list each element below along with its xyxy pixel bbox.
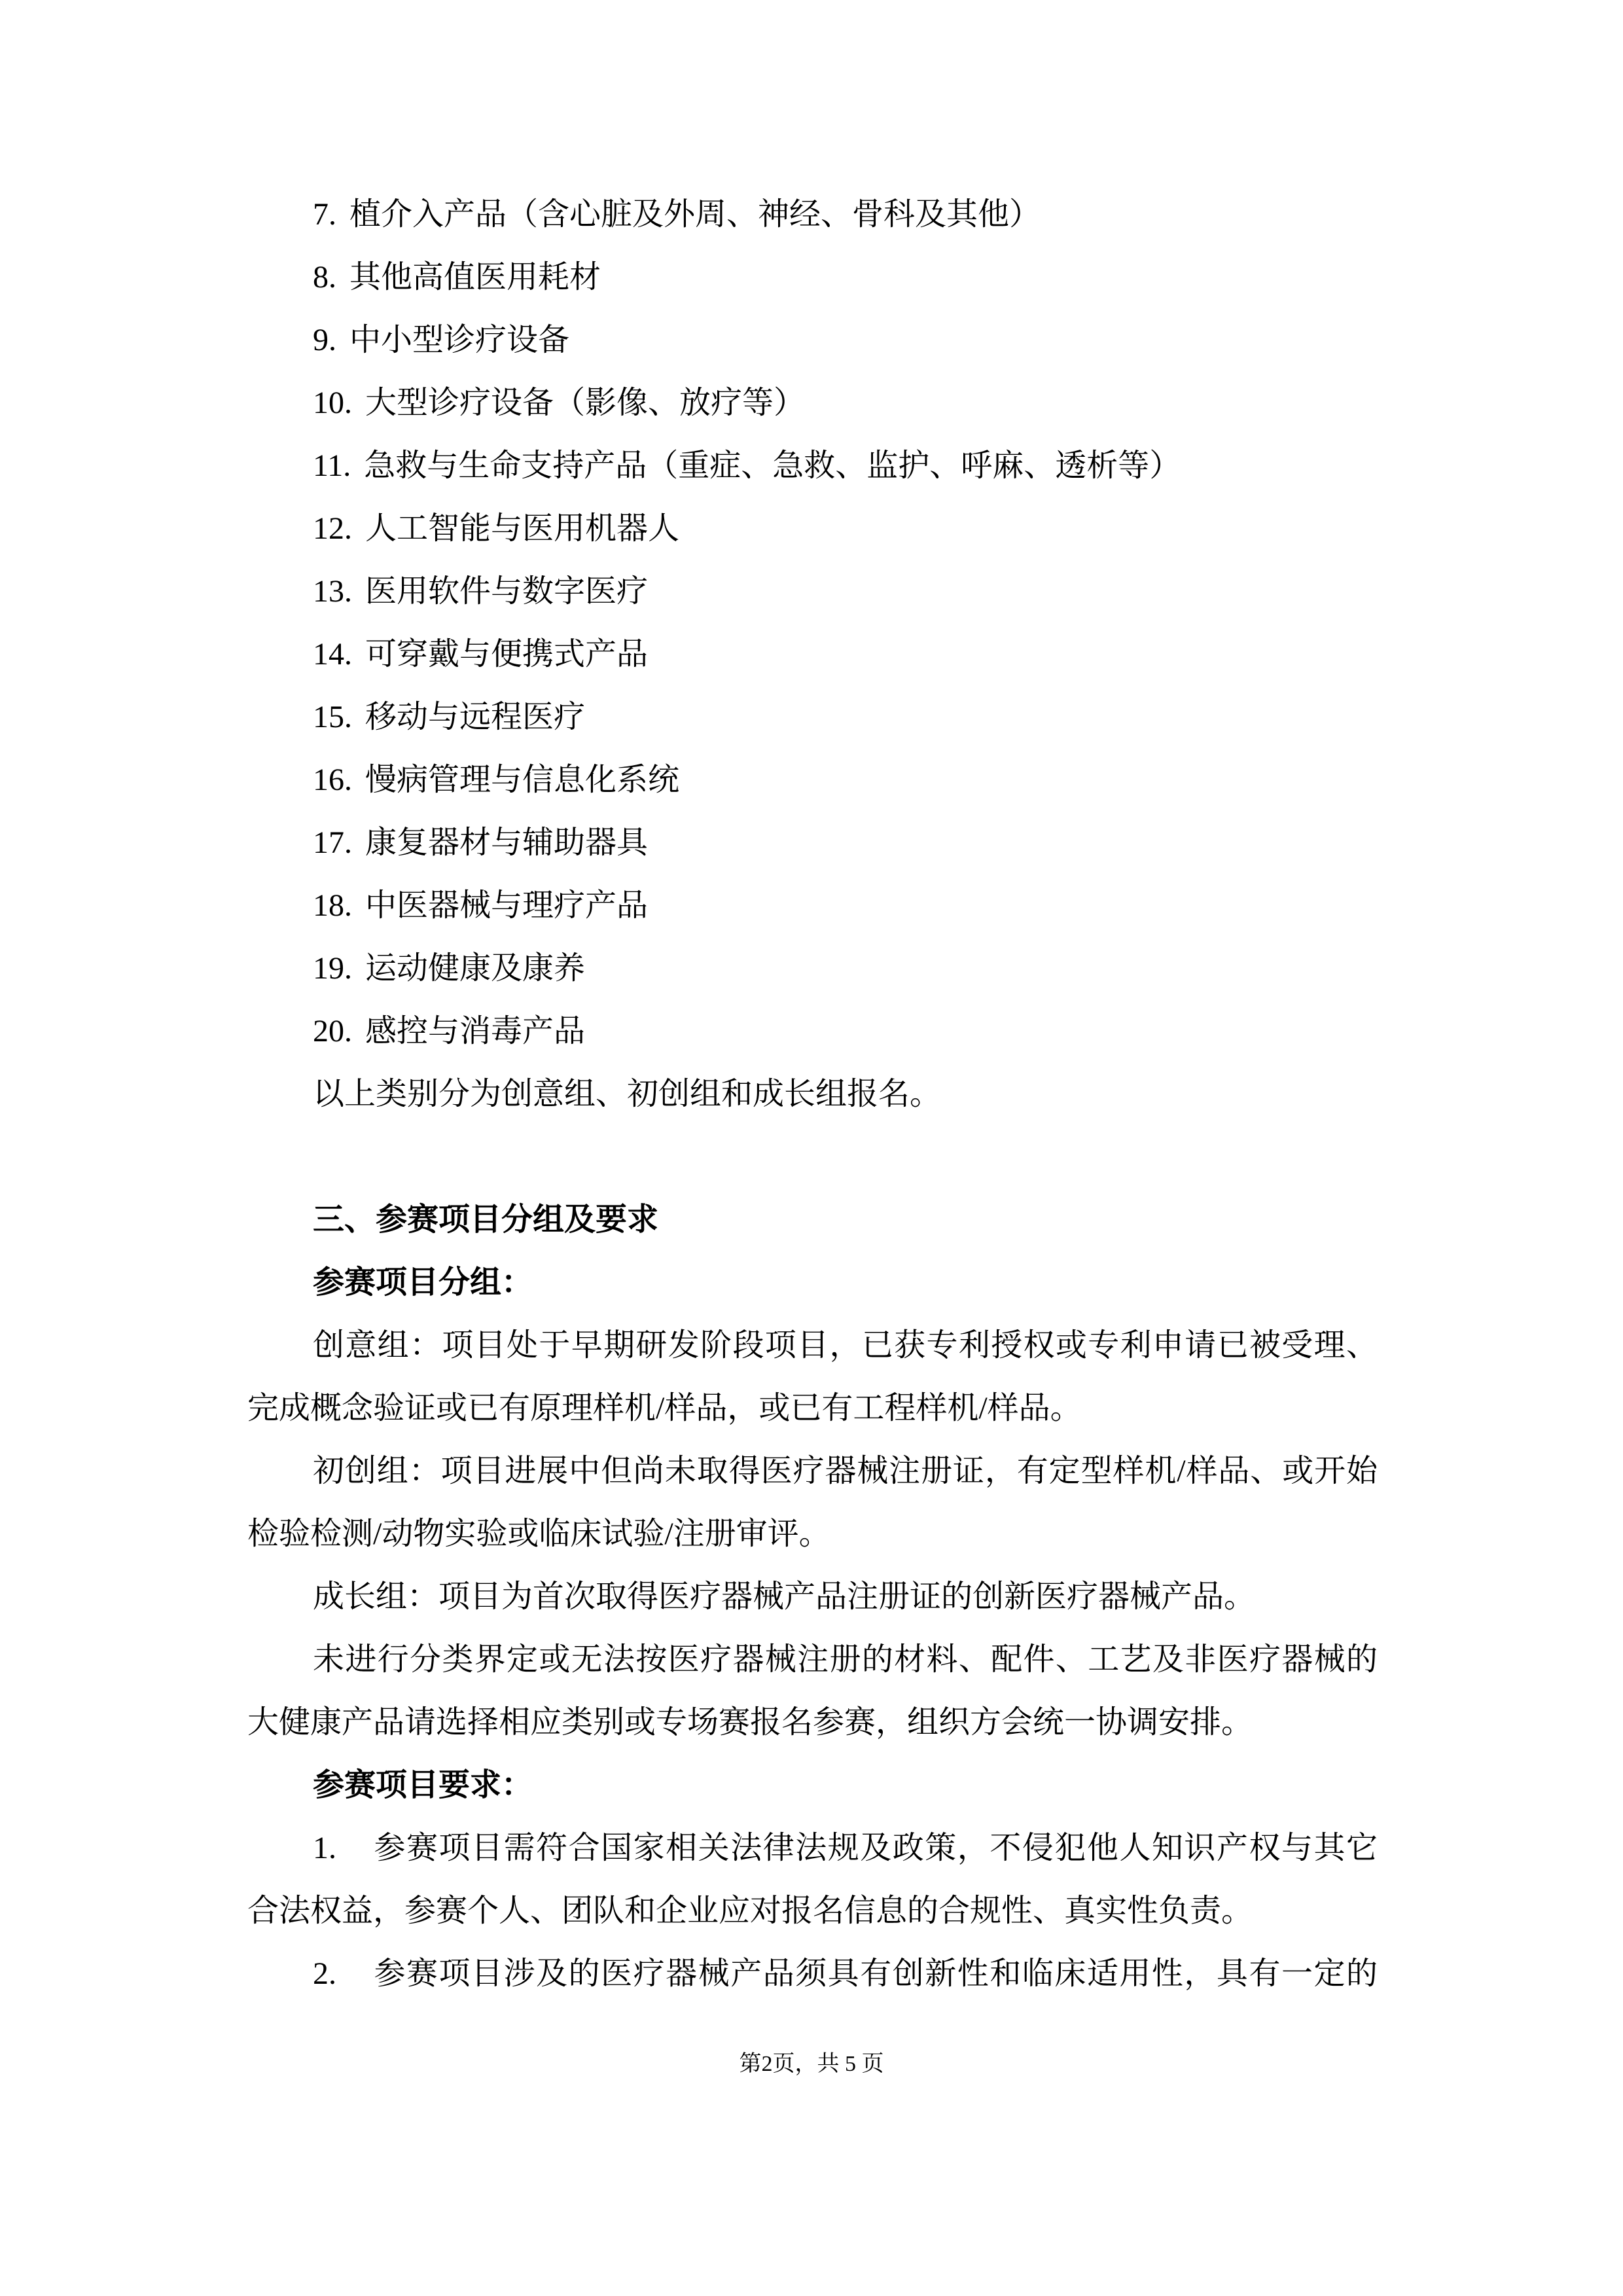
- category-item: [247, 623, 1378, 686]
- requirement-item-1-line1: [247, 1817, 1378, 1880]
- category-number: 14.: [313, 637, 352, 672]
- requirements-heading: 参赛项目要求：: [313, 1768, 533, 1803]
- category-number: 12.: [313, 511, 352, 546]
- category-text: 医用软件与数字医疗: [365, 574, 649, 609]
- category-number: 18.: [313, 888, 352, 923]
- requirement-number: 2.: [313, 1956, 336, 1991]
- categories-note: 以上类别分为创意组、初创组和成长组报名。: [313, 1077, 942, 1111]
- category-text: 可穿戴与便携式产品: [365, 637, 649, 672]
- category-number: 11.: [313, 448, 351, 483]
- category-text: 急救与生命支持产品（重症、急救、监护、呼麻、透析等）: [364, 448, 1181, 483]
- category-number: 8.: [313, 260, 336, 295]
- category-item: [247, 309, 1378, 372]
- category-text: 慢病管理与信息化系统: [365, 762, 680, 797]
- grouping-heading: 参赛项目分组：: [313, 1265, 533, 1300]
- category-item: [247, 686, 1378, 749]
- category-number: 15.: [313, 700, 352, 734]
- requirement-number: 1.: [313, 1831, 336, 1865]
- section-heading: 三、参赛项目分组及要求: [313, 1202, 659, 1237]
- grouping-other-line1: 未进行分类界定或无法按医疗器械注册的材料、配件、工艺及非医疗器械的: [313, 1642, 1378, 1677]
- category-item: [247, 497, 1378, 560]
- grouping-creative-line1: 创意组：项目处于早期研发阶段项目，已获专利授权或专利申请已被受理、: [313, 1328, 1378, 1363]
- category-number: 17.: [313, 825, 352, 860]
- category-text: 其他高值医用耗材: [349, 260, 601, 295]
- category-item: [247, 183, 1378, 246]
- category-item: [247, 749, 1378, 812]
- category-text: 康复器材与辅助器具: [365, 825, 649, 860]
- category-item: [247, 372, 1378, 435]
- category-text: 中医器械与理疗产品: [365, 888, 649, 923]
- category-item: [247, 812, 1378, 874]
- category-item: [247, 435, 1378, 497]
- category-number: 20.: [313, 1014, 352, 1049]
- requirement-item-1-line2: 合法权益，参赛个人、团队和企业应对报名信息的合规性、真实性负责。: [247, 1893, 1253, 1928]
- category-item: [247, 874, 1378, 937]
- category-number: 9.: [313, 323, 336, 357]
- category-number: 10.: [313, 386, 352, 420]
- category-number: 19.: [313, 951, 352, 986]
- grouping-growth-line: 成长组：项目为首次取得医疗器械产品注册证的创新医疗器械产品。: [313, 1579, 1256, 1614]
- category-item: [247, 1000, 1378, 1063]
- grouping-creative-line2: 完成概念验证或已有原理样机/样品，或已有工程样机/样品。: [247, 1391, 1082, 1426]
- requirement-item-2-line1: [247, 1943, 1378, 2005]
- requirement-text: 参赛项目涉及的医疗器械产品须具有创新性和临床适用性，具有一定的: [373, 1956, 1378, 1991]
- grouping-startup-line1: 初创组：项目进展中但尚未取得医疗器械注册证，有定型样机/样品、或开始: [313, 1454, 1378, 1488]
- category-number: 13.: [313, 574, 352, 609]
- category-number: 16.: [313, 762, 352, 797]
- category-item: [247, 937, 1378, 1000]
- requirement-text: 参赛项目需符合国家相关法律法规及政策，不侵犯他人知识产权与其它: [373, 1831, 1378, 1865]
- blank-line: [247, 1126, 1378, 1189]
- category-item: [247, 560, 1378, 623]
- category-text: 移动与远程医疗: [365, 700, 586, 734]
- category-text: 大型诊疗设备（影像、放疗等）: [365, 386, 806, 420]
- category-text: 运动健康及康养: [365, 951, 586, 986]
- category-text: 中小型诊疗设备: [349, 323, 570, 357]
- grouping-other-line2: 大健康产品请选择相应类别或专场赛报名参赛，组织方会统一协调安排。: [247, 1705, 1253, 1740]
- category-text: 植介入产品（含心脏及外周、神经、骨科及其他）: [349, 197, 1041, 232]
- document-body: [247, 183, 1378, 2005]
- category-text: 感控与消毒产品: [365, 1014, 586, 1049]
- page-footer: 第2页，共 5 页: [739, 2052, 884, 2076]
- category-text: 人工智能与医用机器人: [365, 511, 680, 546]
- grouping-startup-line2: 检验检测/动物实验或临床试验/注册审评。: [247, 1516, 830, 1551]
- category-item: [247, 246, 1378, 309]
- category-number: 7.: [313, 197, 336, 232]
